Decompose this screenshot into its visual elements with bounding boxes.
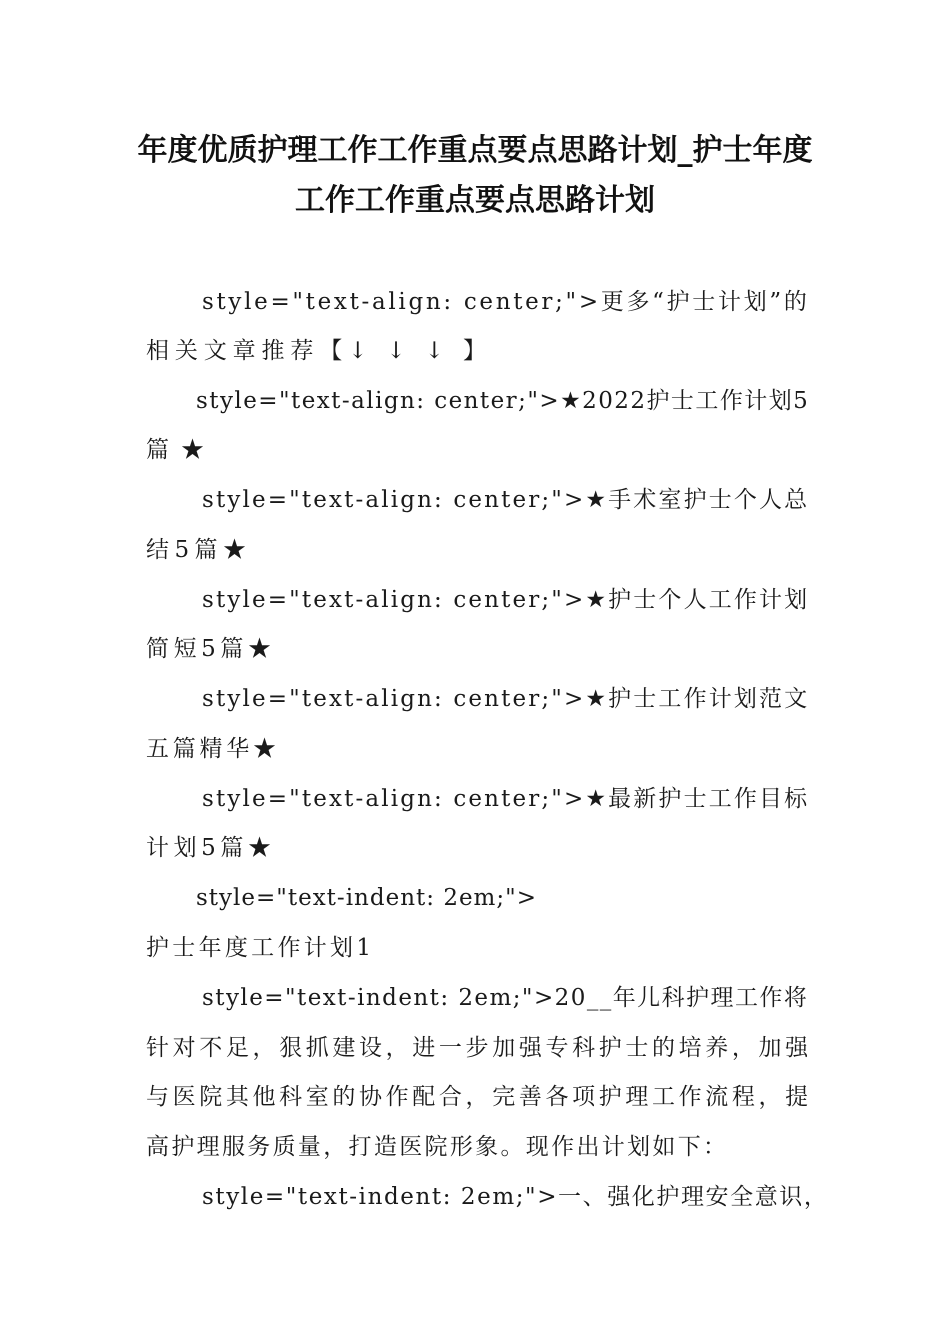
body-line: 高护理服务质量，打造医院形象。现作出计划如下： xyxy=(146,1134,729,1160)
document-title-line-2: 工作工作重点要点思路计划 xyxy=(295,183,655,218)
section-heading: 护士年度工作计划1 xyxy=(146,935,375,961)
body-line: 相关文章推荐【↓ ↓ ↓ 】 xyxy=(146,338,492,364)
document-title-line-1: 年度优质护理工作工作重点要点思路计划_护士年度 xyxy=(137,133,813,168)
body-line: 结5篇★ xyxy=(146,537,252,563)
body-line: style="text-align: center;">★2022护士工作计划5 xyxy=(196,388,810,414)
body-line: 简短5篇★ xyxy=(146,636,276,662)
body-line: 针对不足，狠抓建设，进一步加强专科护士的培养，加强 xyxy=(146,1035,812,1061)
body-line: style="text-indent: 2em;">20__年儿科护理工作将 xyxy=(202,985,809,1011)
body-line: 与医院其他科室的协作配合，完善各项护理工作流程，提 xyxy=(146,1084,812,1110)
body-line: style="text-indent: 2em;"> xyxy=(196,885,537,911)
body-line: 计划5篇★ xyxy=(146,835,276,861)
body-line: 五篇精华★ xyxy=(146,736,280,762)
body-line: style="text-align: center;">★最新护士工作目标 xyxy=(202,786,810,812)
body-line: style="text-align: center;">更多“护士计划”的 xyxy=(202,289,810,315)
body-line: style="text-indent: 2em;">一、强化护理安全意识， xyxy=(202,1184,829,1210)
body-line: style="text-align: center;">★手术室护士个人总 xyxy=(202,487,810,513)
body-line: style="text-align: center;">★护士工作计划范文 xyxy=(202,686,810,712)
body-line: 篇★ xyxy=(146,437,216,463)
body-line: style="text-align: center;">★护士个人工作计划 xyxy=(202,587,810,613)
